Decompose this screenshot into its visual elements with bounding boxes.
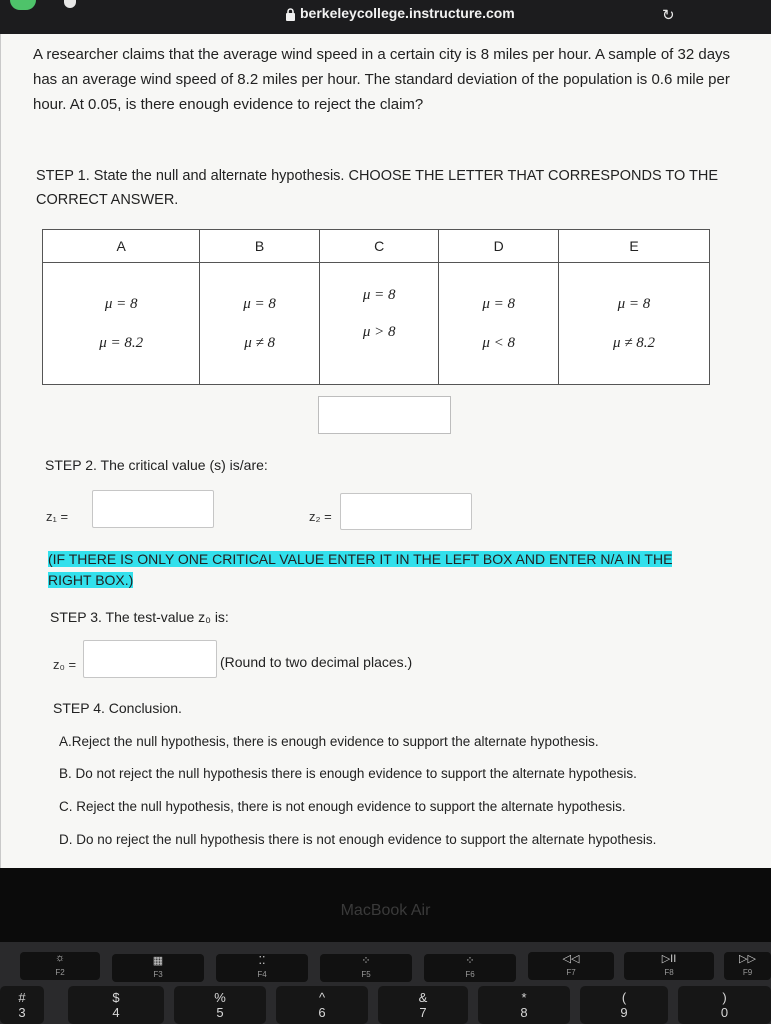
- key-5[interactable]: % 5: [174, 986, 266, 1024]
- fkey-launchpad[interactable]: ⁚⁚ F4: [216, 954, 308, 982]
- option-b-alt: μ ≠ 8: [244, 334, 275, 351]
- step1-answer-input[interactable]: [318, 396, 451, 434]
- option-letter-c: C: [319, 230, 439, 263]
- lock-icon: [285, 8, 296, 21]
- z2-label: z₂ =: [309, 509, 332, 524]
- option-d-null: μ = 8: [482, 295, 516, 312]
- option-letter-b: B: [200, 230, 320, 263]
- address-bar-url[interactable]: berkeleycollege.instructure.com: [300, 5, 515, 21]
- step4-instruction: STEP 4. Conclusion.: [53, 700, 182, 716]
- key-8[interactable]: * 8: [478, 986, 570, 1024]
- fkey-keyboard-light-down[interactable]: ⁘ F5: [320, 954, 412, 982]
- fkey-mission-control[interactable]: ▦ F3: [112, 954, 204, 982]
- option-c-alt: μ > 8: [362, 323, 396, 340]
- conclusion-option-b[interactable]: B. Do not reject the null hypothesis there is enough evidence to support the alternate hypothesis.: [59, 766, 637, 781]
- laptop-brand-label: MacBook Air: [340, 902, 431, 919]
- conclusion-option-a[interactable]: A.Reject the null hypothesis, there is enough evidence to support the alternate hypothesis.: [59, 734, 599, 749]
- option-b-null: μ = 8: [243, 295, 276, 312]
- option-d-alt: μ < 8: [482, 334, 516, 351]
- hypothesis-options-table: [42, 229, 710, 385]
- fkey-play-pause[interactable]: ▷II F8: [624, 952, 714, 980]
- option-e-hypotheses: [558, 263, 709, 385]
- critical-value-note: [48, 549, 708, 591]
- step2-instruction: STEP 2. The critical value (s) is/are:: [45, 457, 268, 473]
- key-7[interactable]: & 7: [378, 986, 468, 1024]
- fkey-fast-forward[interactable]: ▷▷ F9: [724, 952, 771, 980]
- problem-statement: A researcher claims that the average wind speed in a certain city is 8 miles per hour. A sample of 32 days has an average wind speed of 8.2 miles per hour. The standard deviation of the population is 0.6 mile per hour. At 0.05, is there enough evidence to reject the claim?: [33, 46, 731, 113]
- option-b-hypotheses: [200, 263, 320, 385]
- round-note: (Round to two decimal places.): [220, 654, 413, 670]
- assignment-page: [0, 34, 771, 868]
- option-c-hypotheses: [319, 263, 439, 385]
- reload-icon[interactable]: ↻: [662, 7, 675, 24]
- option-e-alt: μ ≠ 8.2: [612, 334, 655, 351]
- option-a-null: μ = 8: [104, 295, 138, 312]
- option-letter-d: D: [439, 230, 559, 263]
- key-4[interactable]: $ 4: [68, 986, 164, 1024]
- option-letter-a: A: [43, 230, 200, 263]
- fkey-rewind[interactable]: ◁◁ F7: [528, 952, 614, 980]
- fkey-keyboard-light-up[interactable]: ⁘ F6: [424, 954, 516, 982]
- fkey-brightness-up[interactable]: ☼ F2: [20, 952, 100, 980]
- step1-instruction: STEP 1. State the null and alternate hypothesis. CHOOSE THE LETTER THAT CORRESPONDS TO THE CORRECT ANSWER.: [36, 168, 719, 208]
- z0-label: z₀ =: [53, 657, 77, 672]
- key-9[interactable]: ( 9: [580, 986, 668, 1024]
- option-a-alt: μ = 8.2: [99, 334, 144, 351]
- step3-instruction: STEP 3. The test-value z₀ is:: [50, 609, 229, 625]
- z0-input[interactable]: [83, 640, 217, 678]
- key-3[interactable]: # 3: [0, 986, 44, 1024]
- browser-toolbar: [0, 0, 771, 34]
- option-c-null: μ = 8: [362, 286, 396, 303]
- z1-input[interactable]: [92, 490, 214, 528]
- option-d-hypotheses: [439, 263, 559, 385]
- option-e-null: μ = 8: [617, 295, 651, 312]
- laptop-keyboard: [0, 942, 771, 1024]
- critical-value-note-text: (IF THERE IS ONLY ONE CRITICAL VALUE ENTER IT IN THE LEFT BOX AND ENTER N/A IN THE RIGHT BOX.): [48, 551, 673, 588]
- option-letter-e: E: [558, 230, 709, 263]
- z1-label: z₁ =: [46, 509, 69, 524]
- shield-icon[interactable]: [64, 0, 76, 8]
- key-0[interactable]: ) 0: [678, 986, 771, 1024]
- option-a-hypotheses: [43, 263, 200, 385]
- conclusion-option-c[interactable]: C. Reject the null hypothesis, there is not enough evidence to support the alternate hypothesis.: [59, 799, 626, 814]
- z2-input[interactable]: [340, 493, 472, 530]
- key-6[interactable]: ^ 6: [276, 986, 368, 1024]
- conclusion-option-d[interactable]: D. Do no reject the null hypothesis there is not enough evidence to support the alternate hypothesis.: [59, 832, 657, 847]
- extension-icon[interactable]: [10, 0, 36, 10]
